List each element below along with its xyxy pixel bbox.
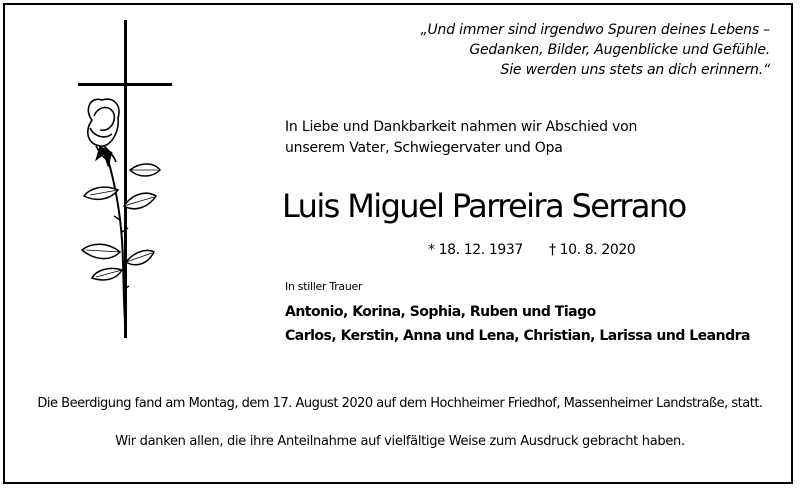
mourners-list (285, 300, 750, 348)
memorial-quote (420, 20, 770, 80)
intro-line-1: In Liebe und Dankbarkeit nahmen wir Abschied von (285, 119, 638, 135)
mourning-label: In stiller Trauer (285, 280, 363, 293)
quote-line-1: „Und immer sind irgendwo Spuren deines Lebens – (420, 22, 770, 38)
death-date: † 10. 8. 2020 (548, 242, 636, 258)
farewell-intro (285, 117, 637, 159)
funeral-notice: Die Beerdigung fand am Montag, dem 17. August 2020 auf dem Hochheimer Friedhof, Massenheimer Landstraße, statt. (37, 396, 763, 411)
deceased-name: Luis Miguel Parreira Serrano (282, 187, 686, 225)
quote-line-3: Sie werden uns stets an dich erinnern.“ (500, 62, 770, 78)
life-dates (428, 240, 635, 260)
quote-line-2: Gedanken, Bilder, Augenblicke und Gefühle. (469, 42, 770, 58)
cross-with-rose-icon (74, 20, 184, 340)
birth-date: * 18. 12. 1937 (428, 242, 523, 258)
thanks-notice: Wir danken allen, die ihre Anteilnahme auf vielfältige Weise zum Ausdruck gebracht haben. (115, 434, 685, 449)
mourners-line-2: Carlos, Kerstin, Anna und Lena, Christian, Larissa und Leandra (285, 328, 750, 344)
mourners-line-1: Antonio, Korina, Sophia, Ruben und Tiago (285, 304, 596, 320)
intro-line-2: unserem Vater, Schwiegervater und Opa (285, 140, 563, 156)
